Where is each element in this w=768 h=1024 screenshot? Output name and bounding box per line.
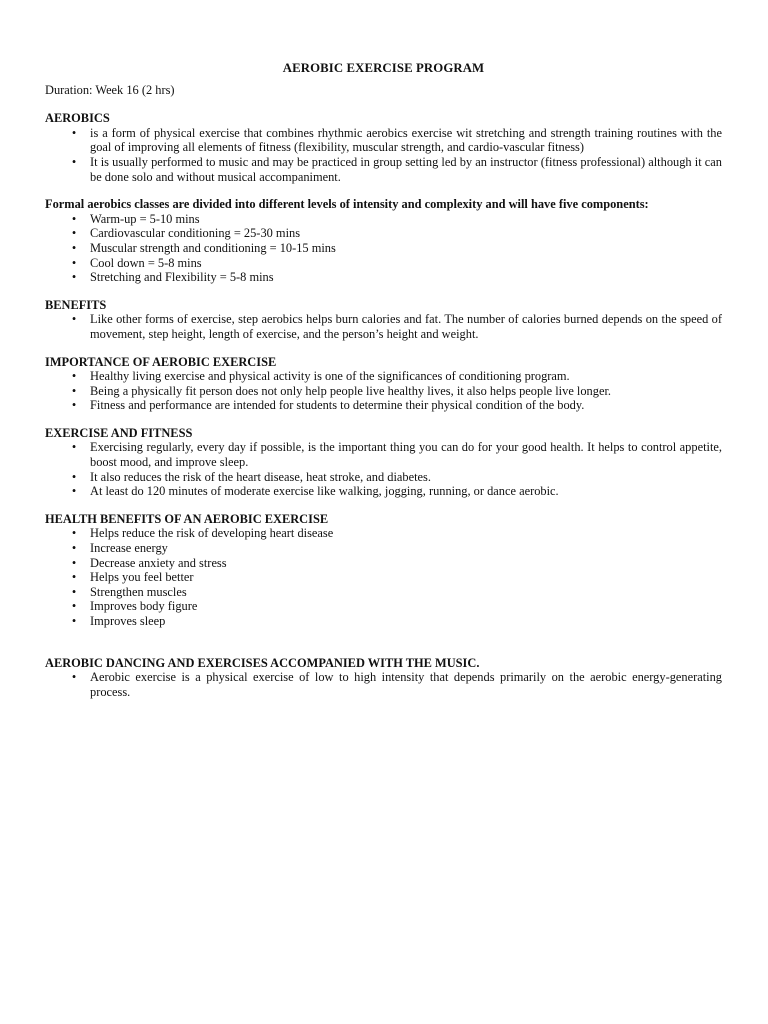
bullet-icon: • [71, 541, 77, 556]
section [45, 426, 722, 499]
list-item [45, 570, 722, 585]
list-item-text: Stretching and Flexibility = 5-8 mins [90, 270, 274, 285]
section [45, 298, 722, 342]
section-heading: AEROBICS [45, 111, 110, 126]
list-item-text: Cardiovascular conditioning = 25-30 mins [90, 226, 301, 241]
list-item [45, 384, 722, 399]
list-item [45, 614, 722, 629]
bullet-list [45, 670, 722, 699]
list-item [45, 484, 722, 499]
bullet-list [45, 312, 722, 341]
list-item [45, 526, 722, 541]
list-item-text: Being a physically fit person does not only help people live healthy lives, it also helps people live longer. [90, 383, 611, 398]
bullet-icon: • [71, 240, 77, 255]
bullet-icon: • [71, 125, 77, 140]
sections-container [45, 111, 722, 699]
list-item [45, 585, 722, 600]
bullet-icon: • [71, 383, 77, 398]
bullet-icon: • [71, 570, 77, 585]
list-item-text: Strengthen muscles [90, 584, 187, 599]
bullet-icon: • [71, 469, 77, 484]
bullet-list [45, 212, 722, 285]
section [45, 512, 722, 629]
bullet-icon: • [71, 270, 77, 285]
list-item-text: It also reduces the risk of the heart disease, heat stroke, and diabetes. [90, 469, 431, 484]
duration-line: Duration: Week 16 (2 hrs) [45, 82, 175, 97]
list-item [45, 440, 722, 469]
list-item [45, 312, 722, 341]
bullet-icon: • [71, 555, 77, 570]
list-item [45, 212, 722, 227]
list-item-text: Improves sleep [90, 614, 166, 628]
list-item-text: Like other forms of exercise, step aerobics helps burn calories and fat. The number of calories burned depends on the speed of movement, step height, length of exercise, and the person’s height and weight. [90, 312, 722, 341]
bullet-icon: • [71, 440, 77, 455]
section [45, 355, 722, 413]
section-heading: IMPORTANCE OF AEROBIC EXERCISE [45, 354, 277, 369]
bullet-icon: • [71, 670, 77, 685]
list-item-text: Aerobic exercise is a physical exercise of low to high intensity that depends primarily on the aerobic energy-generating process. [90, 670, 722, 699]
bullet-list [45, 526, 722, 628]
bullet-icon: • [71, 369, 77, 384]
section-heading: AEROBIC DANCING AND EXERCISES ACCOMPANIED WITH THE MUSIC. [45, 655, 480, 670]
bullet-icon: • [71, 599, 77, 614]
list-item [45, 256, 722, 271]
bullet-list [45, 440, 722, 498]
list-item-text: Cool down = 5-8 mins [90, 255, 202, 270]
section [45, 197, 722, 285]
list-item [45, 369, 722, 384]
list-item [45, 670, 722, 699]
section [45, 656, 722, 700]
list-item [45, 541, 722, 556]
bullet-icon: • [71, 398, 77, 413]
list-item-text: Improves body figure [90, 599, 198, 614]
list-item [45, 155, 722, 184]
bullet-icon: • [71, 584, 77, 599]
list-item-text: Decrease anxiety and stress [90, 555, 227, 570]
section-heading: BENEFITS [45, 297, 107, 312]
list-item [45, 556, 722, 571]
list-item [45, 226, 722, 241]
bullet-icon: • [71, 226, 77, 241]
list-item-text: Helps reduce the risk of developing heart disease [90, 526, 334, 541]
section [45, 111, 722, 184]
document-page [45, 61, 722, 712]
list-item-text: It is usually performed to music and may be practiced in group setting led by an instructor (fitness professional) although it can be done solo and without musical accompaniment. [90, 154, 722, 184]
list-item-text: Increase energy [90, 541, 168, 556]
list-item-text: is a form of physical exercise that combines rhythmic aerobics exercise wit stretching and strength training routines with the goal of improving all elements of fitness (flexibility, muscular strength, and cardio-vascular fitness) [90, 125, 722, 155]
list-item [45, 126, 722, 155]
list-item-text: Healthy living exercise and physical activity is one of the significances of conditioning program. [90, 369, 570, 384]
list-item-text: Fitness and performance are intended for students to determine their physical condition of the body. [90, 398, 585, 413]
bullet-icon: • [71, 255, 77, 270]
section-heading: EXERCISE AND FITNESS [45, 425, 193, 440]
bullet-icon: • [71, 211, 77, 226]
bullet-icon: • [71, 526, 77, 541]
list-item-text: Helps you feel better [90, 570, 194, 585]
list-item [45, 398, 722, 413]
list-item-text: Warm-up = 5-10 mins [90, 211, 200, 226]
document-title: AEROBIC EXERCISE PROGRAM [282, 61, 485, 75]
bullet-icon: • [71, 484, 77, 499]
list-item-text: Muscular strength and conditioning = 10-15 mins [90, 240, 336, 255]
list-item [45, 270, 722, 285]
section-intro: Formal aerobics classes are divided into different levels of intensity and complexity and will have five components: [45, 197, 649, 212]
list-item [45, 470, 722, 485]
bullet-icon: • [71, 154, 77, 169]
list-item-text: Exercising regularly, every day if possible, is the important thing you can do for your good health. It helps to control appetite, boost mood, and improve sleep. [90, 440, 722, 470]
bullet-list [45, 369, 722, 413]
section-heading: HEALTH BENEFITS OF AN AEROBIC EXERCISE [45, 511, 329, 526]
bullet-list [45, 126, 722, 184]
list-item [45, 241, 722, 256]
bullet-icon: • [71, 312, 77, 327]
bullet-icon: • [71, 614, 77, 628]
list-item-text: At least do 120 minutes of moderate exercise like walking, jogging, running, or dance aerobic. [90, 484, 559, 499]
list-item [45, 599, 722, 614]
